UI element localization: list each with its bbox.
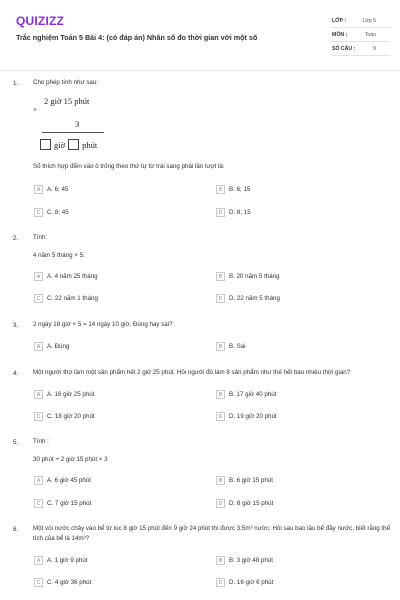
option-letter: C xyxy=(34,294,43,303)
option-letter: C xyxy=(34,578,43,587)
option-d[interactable] xyxy=(216,576,273,589)
meta-panel xyxy=(332,14,390,56)
option-label: A. 16 giờ 25 phút xyxy=(47,391,95,398)
option-a[interactable] xyxy=(34,340,69,353)
option-letter: B xyxy=(216,272,225,281)
option-letter: A xyxy=(34,342,43,351)
meta-row-count xyxy=(332,42,390,56)
option-letter: B xyxy=(216,476,225,485)
option-label: B. Sai xyxy=(229,343,246,350)
option-label: C. 18 giờ 20 phút xyxy=(47,413,95,420)
option-b[interactable] xyxy=(216,183,250,196)
meta-key: MÔN : xyxy=(332,31,348,38)
option-c[interactable] xyxy=(34,576,91,589)
option-letter: B xyxy=(216,342,225,351)
option-label: D. 22 năm 5 tháng xyxy=(229,295,280,302)
option-letter: B xyxy=(216,185,225,194)
answer-blank-1[interactable] xyxy=(40,139,51,150)
page-title: Trắc nghiệm Toán 5 Bài 4: (có đáp án) Nhân số đo thời gian với một số xyxy=(16,33,258,42)
option-letter: D xyxy=(216,412,225,421)
option-label: B. 3 giờ 48 phút xyxy=(229,557,273,564)
question-number: 5. xyxy=(13,439,19,446)
option-label: C. 4 giờ 36 phút xyxy=(47,579,92,586)
option-label: B. 6 giờ 15 phút xyxy=(229,477,273,484)
option-label: B. 17 giờ 40 phút xyxy=(229,391,277,398)
option-letter: A xyxy=(34,185,43,194)
calc-top: 2 giờ 15 phút xyxy=(44,96,90,106)
calc-unit-hours: giờ xyxy=(54,139,66,150)
header-divider xyxy=(0,70,400,71)
option-label: C. 7 giờ 15 phút xyxy=(47,500,92,507)
option-a[interactable] xyxy=(34,183,68,196)
answer-blank-2[interactable] xyxy=(68,139,79,150)
option-label: A. 6; 45 xyxy=(47,186,69,193)
option-d[interactable] xyxy=(216,410,277,423)
option-b[interactable] xyxy=(216,340,246,353)
question-text: Tính : xyxy=(33,438,49,445)
calc-unit-minutes: phút xyxy=(82,139,98,150)
question-subtext: 4 năm 5 tháng × 5. xyxy=(33,252,85,259)
option-label: D. 19 giờ 20 phút xyxy=(229,413,277,420)
option-label: D. 16 giờ 6 phút xyxy=(229,579,274,586)
option-b[interactable] xyxy=(216,270,280,283)
calc-result xyxy=(40,139,97,150)
option-d[interactable] xyxy=(216,497,273,510)
question-text: Một người thợ làm một sản phẩm hết 2 giờ 25 phút. Hỏi người đó làm 8 sản phẩm như thế hết bao nhiêu thời gian? xyxy=(33,369,351,376)
option-label: B. 6; 15 xyxy=(229,186,251,193)
calc-multiplier: 3 xyxy=(75,119,80,129)
option-a[interactable] xyxy=(34,474,91,487)
option-label: D. 8 giờ 15 phút xyxy=(229,500,274,507)
option-letter: D xyxy=(216,499,225,508)
option-c[interactable] xyxy=(34,206,69,219)
option-b[interactable] xyxy=(216,388,276,401)
question-text: Tính: xyxy=(33,234,48,241)
question-text: Một vòi nước chảy vào bể từ lúc 8 giờ 15 phút đến 9 giờ 24 phút thì được 3,5m³ nước. Hỏi sau bao lâu bể đầy nước, biết rằng thể tích của bể là 14m³? xyxy=(33,525,391,542)
option-label: A. 4 năm 25 tháng xyxy=(47,273,98,280)
option-label: A. 6 giờ 45 phút xyxy=(47,477,91,484)
question-text: Cho phép tính như sau: xyxy=(33,79,99,86)
option-b[interactable] xyxy=(216,474,273,487)
option-d[interactable] xyxy=(216,206,251,219)
question-text: 2 ngày 18 giờ × 5 = 14 ngày 10 giờ. Đúng hay sai? xyxy=(33,321,173,328)
option-label: D. 8; 15 xyxy=(229,209,251,216)
option-c[interactable] xyxy=(34,410,95,423)
question-number: 3. xyxy=(13,322,19,329)
option-letter: A xyxy=(34,272,43,281)
meta-key: SỐ CÂU : xyxy=(332,45,356,52)
question-number: 6. xyxy=(13,526,19,533)
option-letter: C xyxy=(34,499,43,508)
option-letter: A xyxy=(34,476,43,485)
option-letter: A xyxy=(34,556,43,565)
option-c[interactable] xyxy=(34,497,91,510)
option-label: B. 20 năm 5 tháng xyxy=(229,273,280,280)
meta-key: LỚP : xyxy=(332,17,347,24)
option-letter: D xyxy=(216,578,225,587)
option-letter: B xyxy=(216,556,225,565)
option-label: C. 22 năm 1 tháng xyxy=(47,295,98,302)
meta-row-grade xyxy=(332,14,390,28)
quizizz-logo: QUIZIZZ xyxy=(16,14,65,28)
question-number: 1. xyxy=(13,80,19,87)
question-number: 2. xyxy=(13,235,19,242)
option-label: C. 8; 45 xyxy=(47,209,69,216)
calc-operator: × xyxy=(33,106,37,114)
meta-value: Toán xyxy=(364,31,376,38)
option-letter: D xyxy=(216,294,225,303)
question-subtext: 30 phút + 2 giờ 15 phút × 3 xyxy=(33,456,108,463)
option-a[interactable] xyxy=(34,554,88,567)
calc-line xyxy=(42,132,104,133)
option-letter: B xyxy=(216,390,225,399)
option-a[interactable] xyxy=(34,388,94,401)
option-letter: C xyxy=(34,412,43,421)
meta-value: Lớp 5 xyxy=(362,17,376,24)
option-letter: D xyxy=(216,208,225,217)
option-label: A. Đúng xyxy=(47,343,70,350)
option-c[interactable] xyxy=(34,292,98,305)
option-a[interactable] xyxy=(34,270,98,283)
option-letter: C xyxy=(34,208,43,217)
option-label: A. 1 giờ 9 phút xyxy=(47,557,88,564)
option-d[interactable] xyxy=(216,292,280,305)
option-b[interactable] xyxy=(216,554,273,567)
meta-value: 9 xyxy=(373,45,376,52)
option-letter: A xyxy=(34,390,43,399)
meta-row-subject xyxy=(332,28,390,42)
question-number: 4. xyxy=(13,370,19,377)
question-subtext: Số thích hợp điền vào ô trống theo thứ tự từ trái sang phải lần lượt là: xyxy=(33,163,225,170)
